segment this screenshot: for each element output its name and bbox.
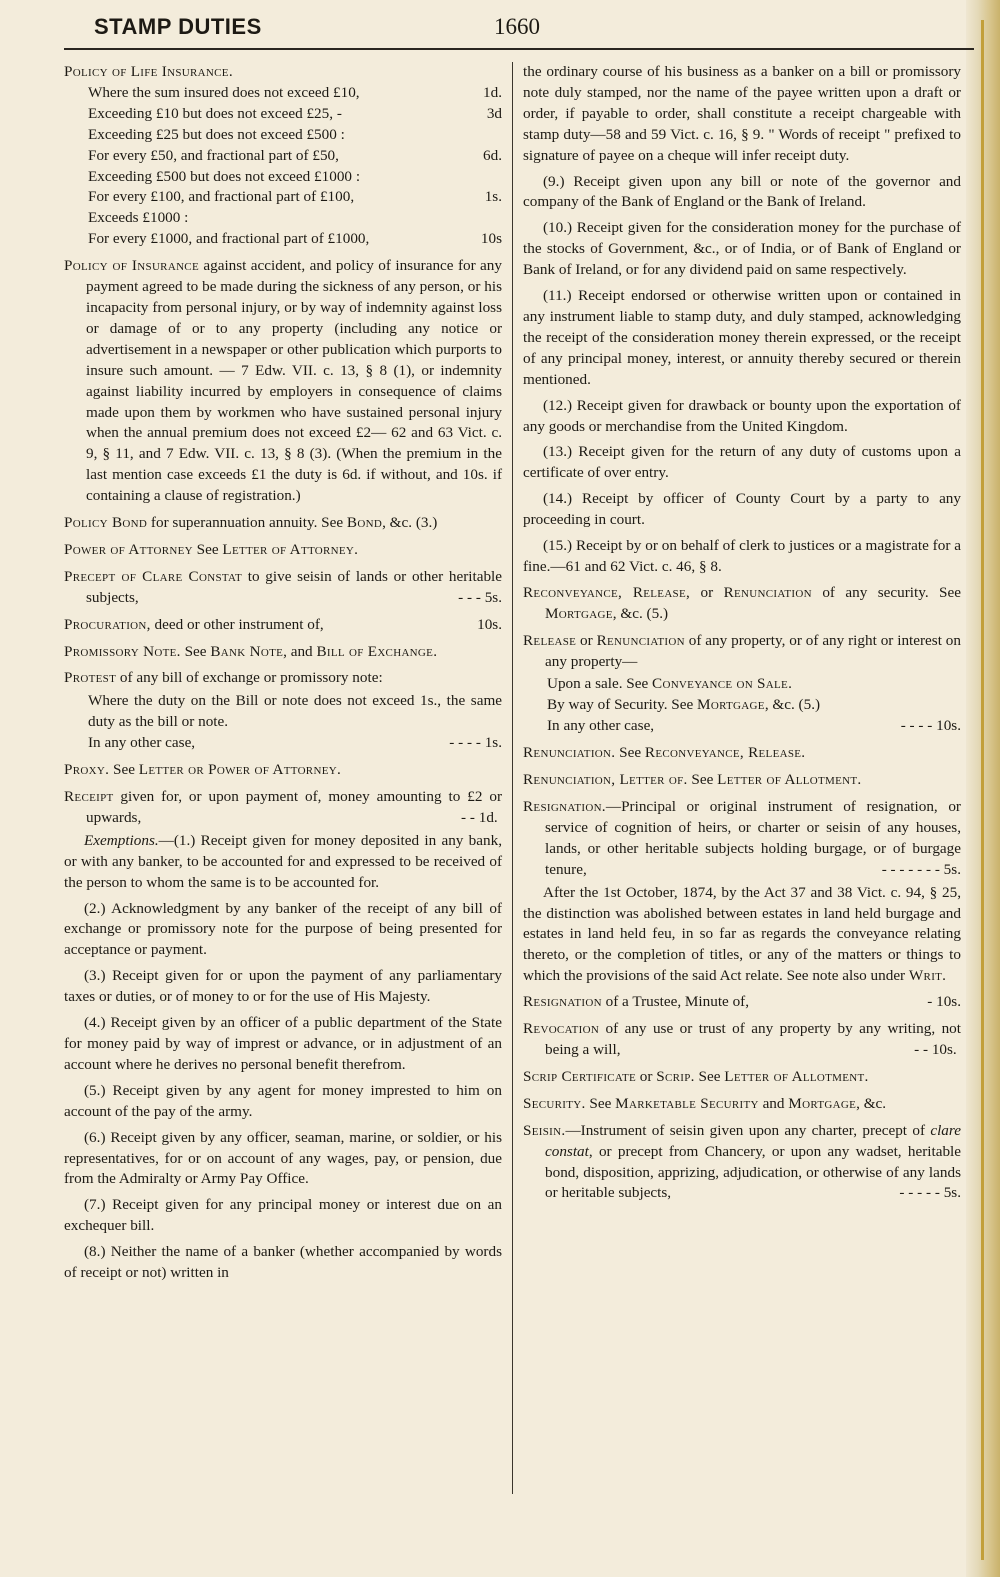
entry-head: Resignation	[523, 993, 602, 1011]
release-upon-sale	[523, 674, 961, 695]
entry-head: Reconveyance, Release,	[523, 583, 691, 601]
entry-text: , or precept from Chancery, or upon any wadset, heritable bond, disposition, apprizing, adjudication, or otherwise of any lands or heritable subjects,	[545, 1142, 961, 1202]
entry-text: of any security. See	[811, 583, 961, 601]
exemption-14: (14.) Receipt by officer of County Court by a party to any proceeding in court.	[523, 490, 961, 529]
entry-head: Receipt	[64, 788, 114, 805]
entry-head-life-insurance: Policy of Life Insurance.	[64, 63, 233, 80]
rate-row	[88, 229, 502, 250]
entry-policy-bond	[64, 513, 502, 534]
exemptions-label: Exemptions.	[84, 831, 159, 849]
entry-resignation	[523, 797, 961, 881]
entry-text: See	[687, 771, 718, 789]
cross-reference: Mortgage	[788, 1094, 857, 1112]
entry-head: Scrip.	[656, 1067, 695, 1085]
entry-text: After the 1st October, 1874, by the Act 37 and 38 Vict. c. 94, § 25, the distinction was abolished between estates in land held burgage and estates in land held feu, in so far as regards the conveyance relating thereto, or the completion of titles, or any of the matters or things to which the provisions of the said Act relate. See note also under	[523, 883, 961, 985]
cross-reference: Bond	[346, 514, 383, 532]
entry-head: Seisin.	[523, 1121, 566, 1139]
resignation-note	[523, 883, 961, 988]
right-column	[523, 62, 961, 1210]
entry-text: , &c. (3.)	[382, 514, 438, 532]
rate-condition: Where the sum insured does not exceed £10,	[88, 83, 360, 101]
entry-head: Proxy.	[64, 761, 110, 779]
life-insurance-rates	[64, 83, 502, 250]
duty-amount: 3d	[486, 104, 502, 122]
exemption-15: (15.) Receipt by or on behalf of clerk to justices or a magistrate for a fine.—61 and 62 Vict. c. 46, § 8.	[523, 537, 961, 575]
release-other-case	[523, 716, 961, 737]
entry-text: , &c. (5.)	[612, 604, 669, 622]
entry-text: deed or other instrument of,	[150, 615, 324, 633]
entry-text: , &c.	[856, 1094, 887, 1112]
entry-renunciation	[523, 743, 961, 764]
duty-amount: 1s.	[484, 188, 502, 206]
entry-text: See	[694, 1067, 725, 1085]
cross-reference: Letter of Allotment.	[717, 771, 862, 789]
exemption-3: (3.) Receipt given for or upon the payment of any parliamentary taxes or duties, or of money to or for the use of His Majesty.	[64, 967, 502, 1006]
entry-reconveyance	[523, 583, 961, 625]
entry-head: Policy of Insurance	[64, 257, 199, 275]
entry-promissory-note	[64, 642, 502, 663]
entry-head: Resignation.	[523, 798, 606, 815]
exemption-1	[64, 831, 502, 894]
release-security	[523, 695, 961, 716]
entry-resignation-trustee	[523, 992, 961, 1013]
entry-release	[523, 631, 961, 673]
exemption-8-continued: the ordinary course of his business as a banker on a bill or promissory note duly stamped, nor the name of the payee written upon a draft or order, if payable to order, shall constitute a receipt chargeable with stamp duty—58 and 59 Vict. c. 16, § 9. " Words of receipt " prefixed to signature of payee on a cheque will infer receipt duty.	[523, 63, 961, 164]
rate-condition: Exceeding £500 but does not exceed £1000 :	[88, 167, 361, 185]
exemption-8: (8.) Neither the name of a banker (whether accompanied by words of receipt or not) written in	[64, 1243, 502, 1282]
exemption-7: (7.) Receipt given for any principal money or interest due on an exchequer bill.	[64, 1196, 502, 1235]
entry-head: Renunciation, Letter of.	[523, 771, 688, 789]
entry-protest	[64, 668, 502, 689]
entry-text: to give seisin of lands or other heritable subjects,	[86, 567, 502, 606]
entry-text: See	[585, 1094, 616, 1112]
entry-text: or	[576, 631, 597, 649]
entry-text: By way of Security. See	[547, 696, 698, 714]
cross-reference: Letter or Power of Attorney.	[138, 761, 342, 779]
rate-condition: For every £50, and fractional part of £50,	[88, 146, 339, 164]
entry-text: against accident, and policy of insurance for any payment agreed to be made during the sickness of any person, or his incapacity from personal injury, or by way of indemnity against loss or damage of or to any property (including any notice or advertisement in a newspaper or other publication which purports to insure such amount. — 7 Edw. VII. c. 13, § 8 (1), or indemnity against liability incurred by employers in consequence of claims made upon them by workmen who have sustained personal injury when the annual premium does not exceed £2— 62 and 63 Vict. c. 9, § 11, and 7 Edw. VII. c. 13, § 8 (3). (When the premium in the last mention case exceeds £1 the duty is 6d. if without, and 10s. if containing a clause of registration.)	[86, 257, 502, 505]
cross-reference: Letter of Attorney.	[222, 540, 359, 558]
exemption-4: (4.) Receipt given by an officer of a public department of the State for money paid by way of imprest or advance, or in adjustment of an account where he derives no personal benefit therefrom.	[64, 1014, 502, 1073]
cross-reference: Writ.	[908, 967, 947, 985]
left-column	[64, 62, 502, 1289]
exemption-2: (2.) Acknowledgment by any banker of the receipt of any bill of exchange or promissory note for the purpose of being presented for acceptance or payment.	[64, 899, 502, 959]
entry-text: and	[758, 1094, 789, 1112]
exemption-text: —(1.) Receipt given for money deposited in any bank, or with any banker, to be accounted for and expressed to be received of the person to whom the same is to be accounted for.	[64, 831, 502, 891]
entry-procuration	[64, 615, 502, 636]
rate-condition: Exceeds £1000 :	[88, 209, 189, 227]
cross-reference: Mortgage	[545, 604, 613, 622]
entry-text: of any bill of exchange or promissory note:	[116, 669, 383, 687]
page-header	[94, 14, 974, 44]
entry-proxy	[64, 760, 502, 781]
exemption-5: (5.) Receipt given by any agent for money imprested to him on account of the pay of the army.	[64, 1081, 502, 1120]
cross-reference: Letter of Allotment.	[724, 1067, 869, 1085]
cross-reference: Conveyance on Sale.	[652, 675, 793, 693]
entry-text: given for, or upon payment of, money amounting to £2 or upwards,	[86, 788, 502, 826]
exemption-12: (12.) Receipt given for drawback or bounty upon the exportation of any goods or merchandise from the United Kingdom.	[523, 396, 961, 435]
rate-row	[88, 187, 502, 208]
duty-amount: - - - - - - - 5s.	[881, 860, 961, 878]
entry-text: Upon a sale. See	[547, 675, 653, 693]
entry-text: , &c. (5.)	[764, 696, 821, 714]
entry-text: , and	[283, 642, 317, 660]
entry-precept	[64, 567, 502, 609]
entry-text: In any other case,	[547, 717, 655, 735]
entry-security	[523, 1094, 961, 1115]
entry-text: See	[109, 761, 139, 779]
page-number: 1660	[494, 14, 540, 39]
entry-revocation	[523, 1019, 961, 1061]
duty-amount: - - - - 10s.	[900, 717, 961, 735]
rate-condition: For every £100, and fractional part of £100,	[88, 188, 355, 206]
exemption-9: (9.) Receipt given upon any bill or note of the governor and company of the Bank of England or the Bank of Ireland.	[523, 172, 961, 211]
duty-amount: 1d.	[483, 83, 502, 101]
entry-head: Precept of Clare Constat	[64, 567, 243, 585]
cross-reference: Reconveyance, Release.	[644, 744, 806, 762]
rate-condition: Exceeding £25 but does not exceed £500 :	[88, 125, 345, 143]
entry-text: or	[690, 583, 724, 601]
entry-renunciation-letter	[523, 770, 961, 791]
entry-head: Renunciation.	[523, 744, 616, 762]
exemption-13: (13.) Receipt given for the return of any duty of customs upon a certificate of over entry.	[523, 443, 961, 482]
entry-text: for superannuation annuity. See	[147, 514, 347, 532]
entry-text: See	[192, 540, 223, 558]
cross-reference: Bill of Exchange.	[316, 642, 438, 660]
rate-condition: Exceeding £10 but does not exceed £25, -	[88, 104, 342, 122]
entry-text: —Principal or original instrument of resignation, or service of cognition of heirs, or charter or seisin of any houses, lands, or other heritable subjects holding burgage, or of burgage tenure,	[545, 798, 961, 878]
duty-amount: - - - - 1s.	[449, 734, 502, 752]
protest-other-case	[64, 733, 502, 754]
column-divider	[512, 62, 513, 1494]
entry-head: Protest	[64, 669, 117, 687]
duty-amount: 10s.	[477, 615, 502, 633]
binding-line	[981, 20, 984, 1560]
exemption-11: (11.) Receipt endorsed or otherwise written upon or contained in any instrument liable to stamp duty, and duly stamped, acknowledging the receipt of the consideration money therein expressed, or the receipt of any principal money, interest, or annuity thereby secured or therein mentioned.	[523, 287, 961, 388]
cross-reference: Mortgage	[697, 696, 765, 714]
header-rule	[64, 48, 974, 50]
rate-row	[88, 167, 502, 188]
rate-condition: For every £1000, and fractional part of £1000,	[88, 230, 370, 248]
entry-text: of any use or trust of any property by any writing, not being a will,	[545, 1020, 961, 1058]
entry-text: —Instrument of seisin given upon any charter, precept of	[565, 1121, 931, 1139]
entry-text: of any property, or of any right or interest on any property—	[545, 631, 961, 670]
entry-text: In any other case,	[88, 734, 196, 752]
exemption-6: (6.) Receipt given by any officer, seaman, marine, or soldier, or his representatives, for or on account of any wages, pay, or pension, due from the Admiralty or Army Pay Office.	[64, 1128, 502, 1188]
exemption-10: (10.) Receipt given for the consideration money for the purchase of the stocks of Government, &c., or of India, or of Bank of England or Bank of Ireland, or for any dividend paid on same respectively.	[523, 219, 961, 279]
rate-row	[88, 146, 502, 167]
entry-head: Revocation	[523, 1020, 600, 1038]
rate-row	[88, 125, 502, 146]
rate-row	[88, 104, 502, 125]
cross-reference: Bank Note	[210, 642, 284, 660]
rate-row	[88, 208, 502, 229]
entry-head: Renunciation	[596, 631, 685, 649]
rate-row	[88, 83, 502, 104]
duty-amount: - 10s.	[927, 993, 961, 1011]
entry-head: Power of Attorney	[64, 540, 193, 558]
duty-amount: - - - - - 5s.	[899, 1184, 961, 1202]
entry-receipt	[64, 787, 502, 829]
entry-italic: clare constat	[545, 1121, 961, 1160]
entry-head: Procuration,	[64, 615, 151, 633]
entry-text: of a Trustee, Minute of,	[601, 993, 750, 1011]
entry-head: Renunciation	[723, 583, 812, 601]
entry-seisin	[523, 1121, 961, 1205]
protest-condition: Where the duty on the Bill or note does not exceed 1s., the same duty as the bill or note.	[88, 692, 502, 731]
duty-amount: 6d.	[483, 146, 502, 164]
duty-amount: - - 10s.	[914, 1040, 957, 1058]
entry-head: Release	[523, 631, 577, 649]
entry-text: See	[615, 744, 645, 762]
duty-amount: - - - 5s.	[458, 588, 502, 606]
duty-amount: 10s	[480, 230, 502, 248]
entry-head: Scrip Certificate	[523, 1067, 636, 1085]
entry-text: or	[636, 1067, 657, 1085]
entry-power-of-attorney	[64, 540, 502, 561]
entry-insurance	[64, 256, 502, 507]
entry-text: See	[180, 642, 211, 660]
entry-head: Security.	[523, 1094, 586, 1112]
cross-reference: Marketable Security	[615, 1094, 759, 1112]
entry-scrip	[523, 1067, 961, 1088]
entry-head: Policy Bond	[64, 514, 148, 532]
entry-head: Promissory Note.	[64, 642, 181, 660]
duty-amount: - - 1d.	[461, 808, 498, 826]
running-title: STAMP DUTIES	[94, 14, 262, 39]
